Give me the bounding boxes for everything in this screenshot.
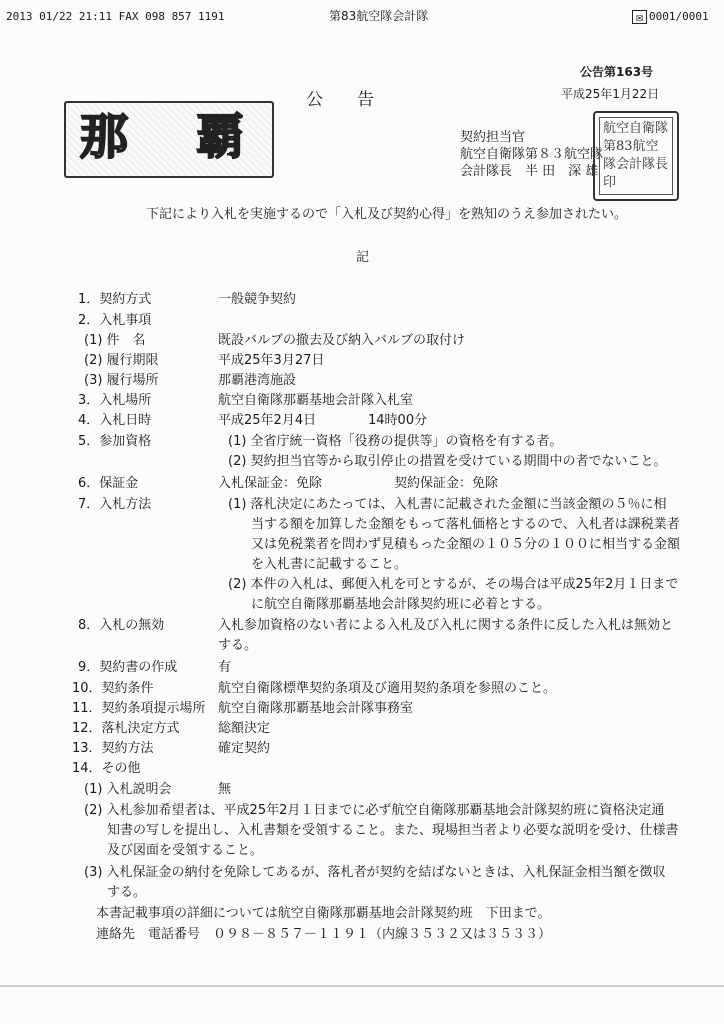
naha-stamp-char-2: 覇 <box>196 109 245 165</box>
item-14-3-line-2: する。 <box>107 885 147 900</box>
item-9-label: 9．契約書の作成 <box>78 660 178 675</box>
item-11-label: 11．契約条項提示場所 <box>72 701 206 716</box>
item-12-value: 総額決定 <box>218 721 271 736</box>
item-7-line-5: (2) 本件の入札は、郵便入札を可とするが、その場合は平成25年2月１日まで <box>228 577 679 592</box>
naha-stamp-char-1: 那 <box>80 109 129 165</box>
fax-page-icon: ✉ <box>632 10 647 24</box>
issuer-title: 契約担当官 <box>460 130 526 145</box>
fax-page-count: 0001/0001 <box>649 10 709 23</box>
item-10-label: 10．契約条件 <box>72 681 154 696</box>
item-7-line-1: (1) 落札決定にあたっては、入札書に記載された金額に当該金額の５％に相 <box>228 497 667 512</box>
notice-date: 平成25年1月22日 <box>561 87 660 101</box>
item-7-line-4: を入札書に記載すること。 <box>251 557 408 572</box>
item-13-label: 13．契約方法 <box>72 741 154 756</box>
item-12-label: 12．落札決定方式 <box>72 721 180 736</box>
item-14-2-line-2: 知書の写しを提出し、入札書類を受領すること。また、現場担当者より必要な説明を受け、仕様書 <box>107 823 679 838</box>
item-4-value: 平成25年2月4日 <box>218 413 317 428</box>
item-14-1-value: 無 <box>218 782 232 797</box>
item-4-time: 14時00分 <box>368 413 428 428</box>
item-8-line-1: 入札参加資格のない者による入札及び入札に関する条件に反した入札は無効と <box>218 618 674 633</box>
item-3-value: 航空自衛隊那覇基地会計隊入札室 <box>218 393 414 408</box>
issuer-name: 会計隊長 半 田 深 雄 <box>460 164 599 179</box>
item-5-line-1: (1) 全省庁統一資格「役務の提供等」の資格を有する者。 <box>228 434 563 449</box>
fax-scan-edge <box>0 985 724 987</box>
item-9-value: 有 <box>218 660 232 675</box>
official-seal <box>593 111 679 201</box>
item-6-contract-deposit: 契約保証金：免除 <box>394 476 499 491</box>
item-6-bid-deposit: 入札保証金：免除 <box>218 476 323 491</box>
item-7-line-6: に航空自衛隊那覇基地会計隊契約班に必着とする。 <box>251 597 551 612</box>
item-6-label: 6．保証金 <box>78 476 139 491</box>
item-2-1-value: 既設バルブの撤去及び納入バルブの取付け <box>218 333 466 348</box>
item-11-value: 航空自衛隊那覇基地会計隊事務室 <box>218 701 414 716</box>
item-3-label: 3．入札場所 <box>78 393 152 408</box>
item-1-label: 1．契約方式 <box>78 292 152 307</box>
contact-line: 連絡先 電話番号 ０９８－８５７－１１９１（内線３５３２又は３５３３） <box>96 927 552 942</box>
item-4-label: 4．入札日時 <box>78 413 152 428</box>
item-2-label: 2．入札事項 <box>78 313 152 328</box>
item-7-label: 7．入札方法 <box>78 497 152 512</box>
item-2-2-label: (2) 履行期限 <box>84 353 159 368</box>
issuer-unit: 航空自衛隊第８３航空隊 <box>460 147 604 162</box>
fax-header-sender: 第83航空隊会計隊 <box>329 9 429 23</box>
item-14-3-line-1: (3) 入札保証金の納付を免除してあるが、落札者が契約を結ばないときは、入札保証金相当額を徴収 <box>84 865 666 880</box>
item-5-label: 5．参加資格 <box>78 434 152 449</box>
official-seal-text: 航空自衛隊第83航空隊会計隊長印 <box>599 117 673 195</box>
item-2-3-value: 那覇港湾施設 <box>218 373 297 388</box>
item-10-value: 航空自衛隊標準契約条項及び適用契約条項を参照のこと。 <box>218 681 557 696</box>
item-14-2-line-1: (2) 入札参加希望者は、平成25年2月１日までに必ず航空自衛隊那覇基地会計隊契約班に資格決定通 <box>84 803 665 818</box>
item-7-line-3: 又は免税業者を問わず見積もった金額の１０５分の１００に相当する金額 <box>251 537 681 552</box>
item-1-value: 一般競争契約 <box>218 292 297 307</box>
item-2-1-label: (1) 件 名 <box>84 333 146 348</box>
fax-header-left: 2013 01/22 21:11 FAX 098 857 1191 <box>6 10 225 23</box>
details-note: 本書記載事項の詳細については航空自衛隊那覇基地会計隊契約班 下田まで。 <box>96 906 551 921</box>
item-7-line-2: 当する額を加算した金額をもって落札価格とするので、入札者は課税業者 <box>251 517 680 532</box>
item-8-label: 8．入札の無効 <box>78 618 165 633</box>
item-14-2-line-3: 及び図面を受領すること。 <box>107 843 264 858</box>
item-5-line-2: (2) 契約担当官等から取引停止の措置を受けている期間中の者でないこと。 <box>228 454 667 469</box>
item-14-1-label: (1) 入札説明会 <box>84 782 172 797</box>
item-13-value: 確定契約 <box>218 741 271 756</box>
naha-stamp <box>64 101 274 178</box>
item-8-line-2: する。 <box>218 638 258 653</box>
intro-text: 下記により入札を実施するので「入札及び契約心得」を熟知のうえ参加されたい。 <box>146 207 628 222</box>
item-2-3-label: (3) 履行場所 <box>84 373 159 388</box>
item-2-2-value: 平成25年3月27日 <box>218 353 325 368</box>
notice-number: 公告第163号 <box>580 65 654 79</box>
item-14-label: 14．その他 <box>72 761 141 776</box>
ki-heading: 記 <box>356 250 370 265</box>
notice-title: 公 告 <box>306 90 374 110</box>
